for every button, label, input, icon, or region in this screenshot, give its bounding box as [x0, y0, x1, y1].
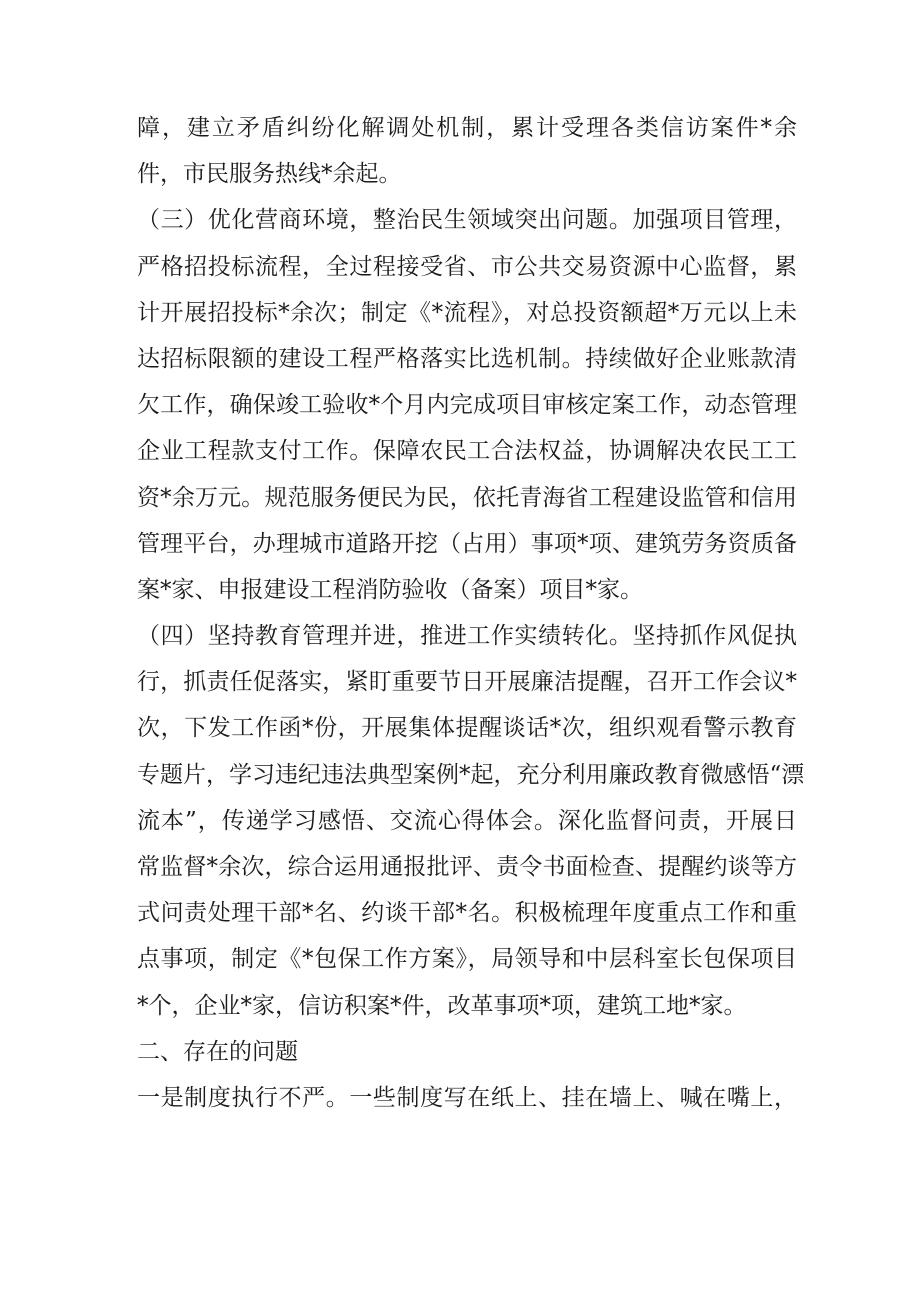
paragraph-line: 管理平台，办理城市道路开挖（占用）事项*项、建筑劳务资质备 — [137, 530, 797, 557]
paragraph-line: *个，企业*家，信访积案*件，改革事项*项，建筑工地*家。 — [137, 992, 747, 1019]
paragraph-line: 行，抓责任促落实，紧盯重要节日开展廉洁提醒，召开工作会议* — [137, 669, 797, 696]
paragraph-line: 严格招投标流程，全过程接受省、市公共交易资源中心监督，累 — [137, 253, 797, 280]
paragraph-line: 资*余万元。规范服务便民为民，依托青海省工程建设监管和信用 — [137, 484, 797, 511]
paragraph-line: 案*家、申报建设工程消防验收（备案）项目*家。 — [137, 576, 643, 603]
paragraph-line: 常监督*余次，综合运用通报批评、责令书面检查、提醒约谈等方 — [137, 854, 797, 880]
paragraph-line: 障，建立矛盾纠纷化解调处机制，累计受理各类信访案件*余 — [137, 115, 797, 141]
section-heading-line: （三）优化营商环境，整治民生领域突出问题。加强项目管理， — [137, 207, 797, 234]
paragraph-line: 流本”，传递学习感悟、交流心得体会。深化监督问责，开展日 — [137, 807, 797, 834]
paragraph-line: 次，下发工作函*份，开展集体提醒谈话*次，组织观看警示教育 — [137, 715, 797, 742]
chapter-heading: 二、存在的问题 — [137, 1038, 298, 1065]
paragraph-line: 点事项，制定《*包保工作方案》，局领导和中层科室长包保项目 — [137, 946, 797, 973]
paragraph-line: 式问责处理干部*名、约谈干部*名。积极梳理年度重点工作和重 — [137, 900, 797, 927]
section-heading-line: （四）坚持教育管理并进，推进工作实绩转化。坚持抓作风促执 — [137, 623, 797, 650]
document-body — [137, 105, 805, 1121]
paragraph-line: 专题片，学习违纪违法典型案例*起，充分利用廉政教育微感悟“漂 — [137, 761, 805, 788]
paragraph-line: 件，市民服务热线*余起。 — [137, 161, 402, 188]
paragraph-line: 一是制度执行不严。一些制度写在纸上、挂在墙上、喊在嘴上， — [137, 1084, 797, 1111]
paragraph-line: 企业工程款支付工作。保障农民工合法权益，协调解决农民工工 — [137, 438, 797, 465]
paragraph-line: 达招标限额的建设工程严格落实比选机制。持续做好企业账款清 — [137, 345, 797, 372]
paragraph-line: 计开展招投标*余次；制定《*流程》，对总投资额超*万元以上未 — [137, 299, 797, 326]
paragraph-line: 欠工作，确保竣工验收*个月内完成项目审核定案工作，动态管理 — [137, 392, 797, 419]
